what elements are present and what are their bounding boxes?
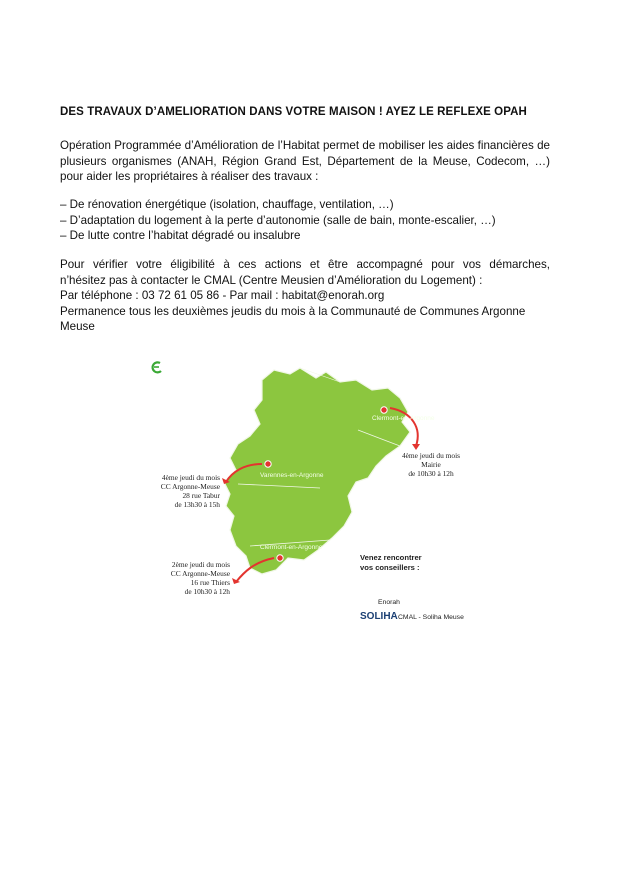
caption-south: 2ème jeudi du mois CC Argonne-Meuse 16 rue Thiers de 10h30 à 12h <box>170 560 230 596</box>
contact-line: n’hésitez pas à contacter le CMAL (Centre Meusien d’Amélioration du Logement) : <box>60 273 483 287</box>
town-label: Clermont-en-Argonne <box>260 544 323 551</box>
list-item: – D’adaptation du logement à la perte d’autonomie (salle de bain, monte-escalier, …) <box>60 213 496 227</box>
town-label: Clermont-en-Argonne <box>372 415 435 422</box>
marker-varennes <box>265 461 271 467</box>
caption-varennes: 4ème jeudi du mois CC Argonne-Meuse 28 rue Tabur de 13h30 à 15h <box>160 473 220 509</box>
soliha-logo: SOLIHA <box>360 611 398 622</box>
enorah-label: Enorah <box>378 599 400 606</box>
contact-line: Meuse <box>60 320 95 333</box>
contact-paragraph <box>60 257 550 335</box>
town-label: Varennes-en-Argonne <box>260 472 324 479</box>
document-title: DES TRAVAUX D’AMELIORATION DANS VOTRE MAISON ! AYEZ LE REFLEXE OPAH <box>60 106 527 118</box>
arrow-right-head <box>412 444 420 450</box>
works-list <box>60 197 560 244</box>
soliha-label: CMAL - Soliha Meuse <box>398 614 464 621</box>
list-item: – De lutte contre l’habitat dégradé ou insalubre <box>60 229 301 242</box>
contact-line: Permanence tous les deuxièmes jeudis du mois à la Communauté de Communes Argonne <box>60 304 526 318</box>
contact-phone-email: Par téléphone : 03 72 61 05 86 - Par mail : habitat@enorah.org <box>60 289 385 302</box>
meet-advisors-heading: Venez rencontrer vos conseillers : <box>360 553 422 572</box>
contact-line: Pour vérifier votre éligibilité à ces actions et être accompagné pour vos démarches, <box>60 258 550 271</box>
intro-paragraph: Opération Programmée d’Amélioration de l’Habitat permet de mobiliser les aides financières de plusieurs organismes (ANAH, Région Grand Est, Département de la Meuse, Codecom, …) pour aider les propriétaires à réaliser des travaux : <box>60 139 550 183</box>
caption-clermont: 4ème jeudi du mois Mairie de 10h30 à 12h <box>401 451 461 478</box>
marker-south <box>277 555 283 561</box>
list-item: – De rénovation énergétique (isolation, chauffage, ventilation, …) <box>60 198 394 211</box>
permanence-map <box>150 360 480 640</box>
enorah-logo-icon <box>150 360 164 376</box>
marker-clermont <box>381 407 387 413</box>
